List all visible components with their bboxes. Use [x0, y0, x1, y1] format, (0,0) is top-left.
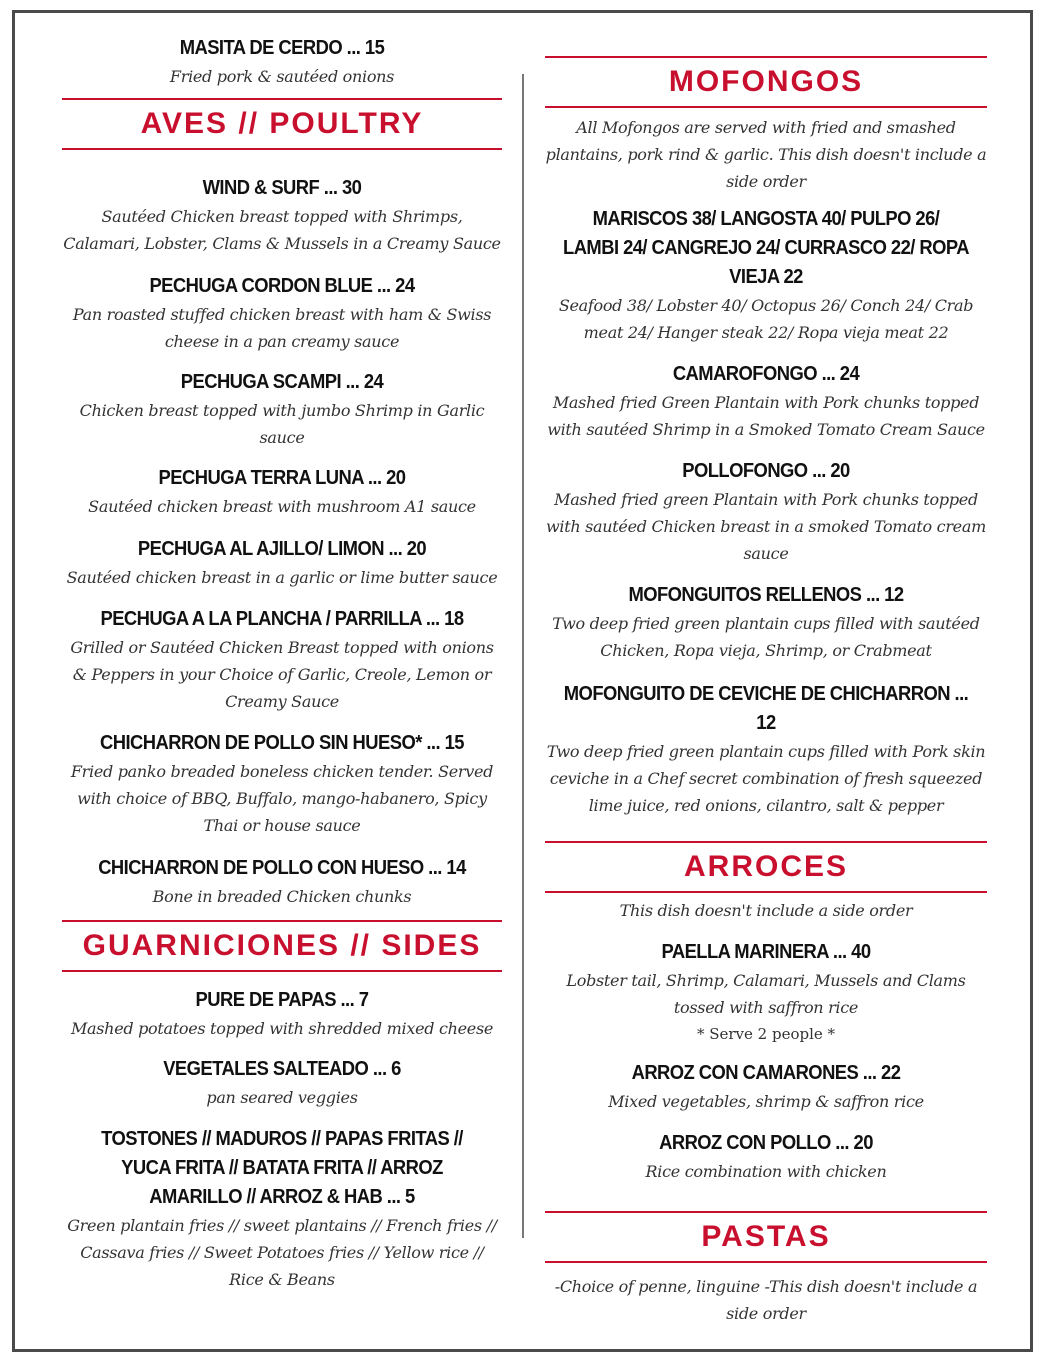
item-description: Sautéed Chicken breast topped with Shrimps, Calamari, Lobster, Clams & Mussels in a Creamy Sauce — [63, 207, 501, 253]
menu-item — [62, 729, 502, 839]
item-description: Sautéed chicken breast with mushroom A1 sauce — [88, 497, 476, 516]
item-description: Fried panko breaded boneless chicken tender. Served with choice of BBQ, Buffalo, mango-habanero, Spicy Thai or house sauce — [70, 762, 494, 835]
section-header-sides — [62, 920, 502, 972]
item-title: MOFONGUITO DE CEVICHE DE CHICHARRON ... 12 — [563, 683, 969, 734]
item-title: PAELLA MARINERA ... 40 — [661, 941, 871, 963]
menu-item — [62, 174, 502, 257]
menu-item — [62, 464, 502, 520]
item-title: PECHUGA AL AJILLO/ LIMON ... 20 — [137, 538, 427, 560]
item-description: Sautéed chicken breast in a garlic or lime butter sauce — [66, 568, 498, 587]
item-description: Mashed fried Green Plantain with Pork chunks topped with sautéed Shrimp in a Smoked Tomato Cream Sauce — [547, 393, 985, 439]
menu-item — [545, 938, 987, 1047]
section-note: All Mofongos are served with fried and smashed plantains, pork rind & garlic. This dish doesn't include a side order — [545, 118, 987, 191]
menu-item — [62, 368, 502, 451]
item-title: MASITA DE CERDO ... 15 — [179, 37, 385, 59]
item-title: PECHUGA CORDON BLUE ... 24 — [149, 275, 415, 297]
menu-item — [545, 205, 987, 346]
item-title: MOFONGUITOS RELLENOS ... 12 — [628, 584, 904, 606]
item-title: PECHUGA A LA PLANCHA / PARRILLA ... 18 — [100, 608, 464, 630]
item-title: PECHUGA TERRA LUNA ... 20 — [158, 467, 406, 489]
item-title: POLLOFONGO ... 20 — [682, 460, 850, 482]
item-title: CHICHARRON DE POLLO CON HUESO ... 14 — [98, 857, 466, 879]
item-description: Mashed potatoes topped with shredded mixed cheese — [70, 1019, 494, 1038]
menu-item — [545, 1129, 987, 1185]
section-title: GUARNICIONES // SIDES — [82, 929, 482, 962]
left-column — [62, 24, 502, 1293]
menu-item — [62, 535, 502, 591]
item-description: Two deep fried green plantain cups filled with Pork skin ceviche in a Chef secret combination of fresh squeezed lime juice, red onions, cilantro, salt & pepper — [546, 742, 986, 815]
item-title: CHICHARRON DE POLLO SIN HUESO* ... 15 — [99, 732, 464, 754]
item-description: Two deep fried green plantain cups filled with sautéed Chicken, Ropa vieja, Shrimp, or Crabmeat — [552, 614, 980, 660]
menu-item — [62, 854, 502, 910]
item-title: MARISCOS 38/ LANGOSTA 40/ PULPO 26/ LAMBI 24/ CANGREJO 24/ CURRASCO 22/ ROPA VIEJA 22 — [563, 208, 969, 288]
section-note: This dish doesn't include a side order — [619, 901, 913, 920]
right-column — [545, 24, 987, 1327]
section-header-poultry — [62, 98, 502, 150]
column-divider — [522, 74, 524, 1238]
item-description: Lobster tail, Shrimp, Calamari, Mussels and Clams tossed with saffron rice — [566, 971, 966, 1017]
item-description: Chicken breast topped with jumbo Shrimp in Garlic sauce — [79, 401, 485, 447]
item-description: Bone in breaded Chicken chunks — [152, 887, 412, 906]
item-title: PURE DE PAPAS ... 7 — [195, 989, 369, 1011]
section-note: -Choice of penne, linguine -This dish doesn't include a side order — [554, 1277, 978, 1323]
menu-item — [545, 1059, 987, 1115]
item-title: PECHUGA SCAMPI ... 24 — [180, 371, 384, 393]
menu-item — [62, 1125, 502, 1293]
item-title: CAMAROFONGO ... 24 — [672, 363, 860, 385]
item-description: Fried pork & sautéed onions — [169, 67, 395, 86]
item-description: pan seared veggies — [206, 1088, 358, 1107]
menu-item — [62, 272, 502, 355]
menu-item — [545, 581, 987, 664]
menu-item — [545, 457, 987, 567]
item-description: Pan roasted stuffed chicken breast with ham & Swiss cheese in a pan creamy sauce — [72, 305, 492, 351]
item-title: TOSTONES // MADUROS // PAPAS FRITAS // YUCA FRITA // BATATA FRITA // ARROZ AMARILLO // ARROZ & HAB ... 5 — [101, 1128, 463, 1208]
item-title: VEGETALES SALTEADO ... 6 — [163, 1058, 401, 1080]
item-description: Grilled or Sautéed Chicken Breast topped with onions & Peppers in your Choice of Garlic, Creole, Lemon or Creamy Sauce — [70, 638, 494, 711]
menu-item — [62, 605, 502, 715]
item-title: ARROZ CON POLLO ... 20 — [659, 1132, 873, 1154]
menu-item — [62, 986, 502, 1042]
item-title: WIND & SURF ... 30 — [202, 177, 362, 199]
item-description: Rice combination with chicken — [645, 1162, 887, 1181]
item-description: Green plantain fries // sweet plantains // French fries // Cassava fries // Sweet Potatoes fries // Yellow rice // Rice & Beans — [67, 1216, 497, 1289]
item-serving-note: * Serve 2 people * — [696, 1025, 836, 1043]
section-title: MOFONGOS — [668, 65, 864, 98]
item-description: Seafood 38/ Lobster 40/ Octopus 26/ Conch 24/ Crab meat 24/ Hanger steak 22/ Ropa vieja meat 22 — [558, 296, 974, 342]
section-title: AVES // POULTRY — [140, 107, 424, 140]
section-title: PASTAS — [701, 1220, 831, 1253]
menu-item-masita-de-cerdo — [62, 34, 502, 90]
item-title: ARROZ CON CAMARONES ... 22 — [631, 1062, 901, 1084]
menu-item — [545, 680, 987, 819]
item-description: Mashed fried green Plantain with Pork chunks topped with sautéed Chicken breast in a smoked Tomato cream sauce — [546, 490, 986, 563]
menu-item — [545, 360, 987, 443]
section-header-pastas — [545, 1211, 987, 1263]
menu-item — [62, 1055, 502, 1111]
item-description: Mixed vegetables, shrimp & saffron rice — [608, 1092, 924, 1111]
section-header-arroces — [545, 841, 987, 893]
section-title: ARROCES — [683, 850, 848, 883]
section-header-mofongos — [545, 56, 987, 108]
